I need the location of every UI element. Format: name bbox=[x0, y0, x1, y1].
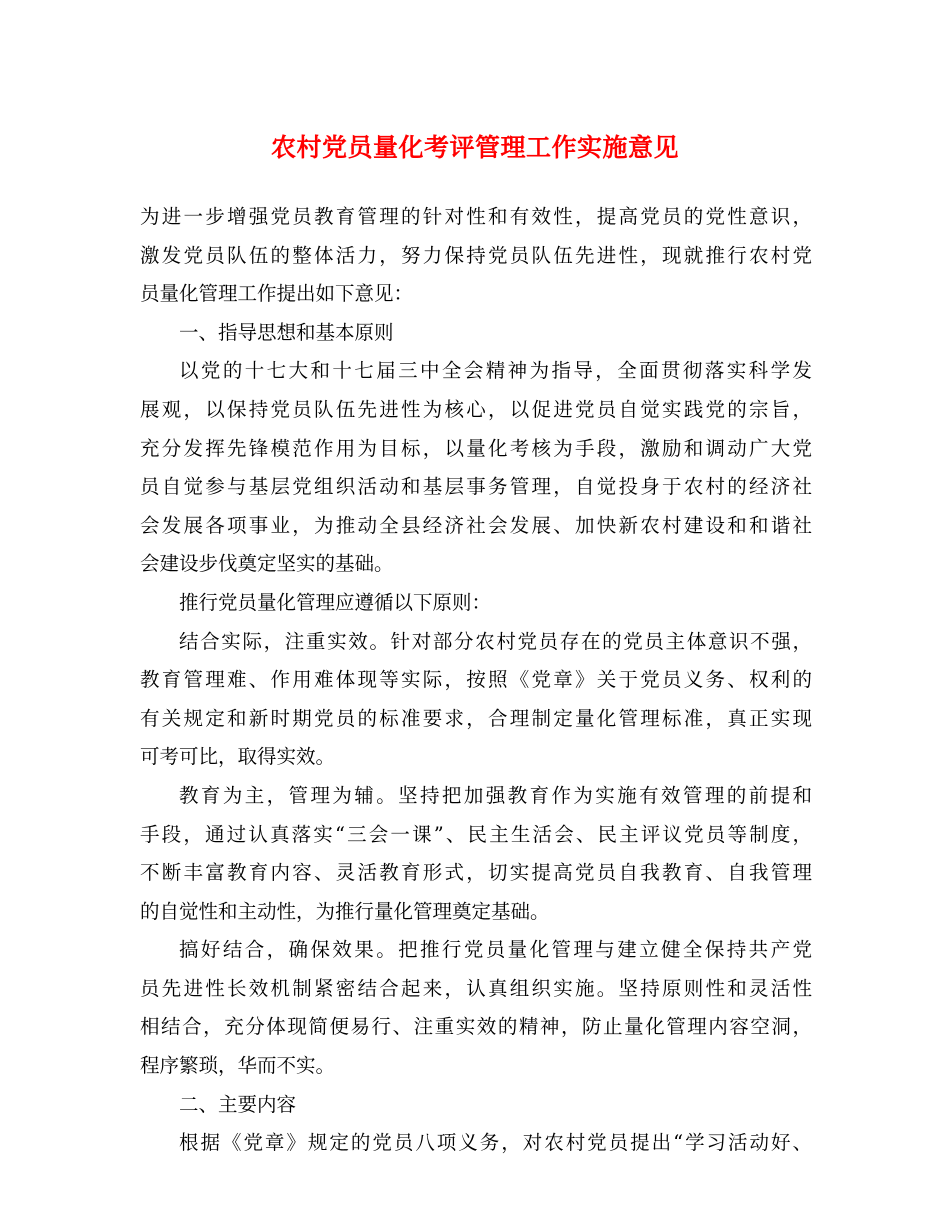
document-body bbox=[140, 198, 812, 1163]
paragraph-line: 员先进性长效机制紧密结合起来，认真组织实施。坚持原则性和灵活性 bbox=[140, 976, 812, 1000]
paragraph-line: 激发党员队伍的整体活力，努力保持党员队伍先进性，现就推行农村党 bbox=[140, 243, 812, 267]
paragraph-line: 以党的十七大和十七届三中全会精神为指导，全面贯彻落实科学发 bbox=[179, 359, 812, 383]
paragraph-line: 充分发挥先锋模范作用为目标，以量化考核为手段，激励和调动广大党 bbox=[140, 436, 812, 460]
paragraph-line: 根据《党章》规定的党员八项义务，对农村党员提出“学习活动好、 bbox=[179, 1131, 812, 1155]
paragraph-line: 教育管理难、作用难体现等实际，按照《党章》关于党员义务、权利的 bbox=[140, 668, 812, 692]
paragraph-line: 员自觉参与基层党组织活动和基层事务管理，自觉投身于农村的经济社 bbox=[140, 475, 812, 499]
paragraph-line: 结合实际，注重实效。针对部分农村党员存在的党员主体意识不强， bbox=[179, 629, 812, 653]
section-heading: 一、指导思想和基本原则 bbox=[179, 320, 394, 344]
paragraph-line: 不断丰富教育内容、灵活教育形式，切实提高党员自我教育、自我管理 bbox=[140, 861, 812, 885]
section-heading: 二、主要内容 bbox=[179, 1092, 297, 1116]
paragraph-line: 相结合，充分体现简便易行、注重实效的精神，防止量化管理内容空洞， bbox=[140, 1015, 812, 1039]
paragraph-line: 的自觉性和主动性，为推行量化管理奠定基础。 bbox=[140, 899, 550, 923]
paragraph-line: 程序繁琐，华而不实。 bbox=[140, 1054, 336, 1078]
paragraph-line: 手段，通过认真落实“三会一课”、民主生活会、民主评议党员等制度， bbox=[140, 822, 812, 846]
paragraph-line: 为进一步增强党员教育管理的针对性和有效性，提高党员的党性意识， bbox=[140, 205, 812, 228]
paragraph-line: 会建设步伐奠定坚实的基础。 bbox=[140, 552, 394, 576]
paragraph-line: 推行党员量化管理应遵循以下原则： bbox=[179, 590, 492, 614]
paragraph-line: 教育为主，管理为辅。坚持把加强教育作为实施有效管理的前提和 bbox=[179, 783, 812, 807]
paragraph-line: 可考可比，取得实效。 bbox=[140, 745, 336, 769]
paragraph-line: 搞好结合，确保效果。把推行党员量化管理与建立健全保持共产党 bbox=[179, 938, 812, 962]
paragraph-line: 有关规定和新时期党员的标准要求，合理制定量化管理标准，真正实现 bbox=[140, 706, 812, 730]
paragraph-line: 展观，以保持党员队伍先进性为核心，以促进党员自觉实践党的宗旨， bbox=[140, 397, 812, 421]
paragraph-line: 员量化管理工作提出如下意见： bbox=[140, 282, 414, 306]
paragraph-line: 会发展各项事业，为推动全县经济社会发展、加快新农村建设和和谐社 bbox=[140, 513, 812, 537]
document-title: 农村党员量化考评管理工作实施意见 bbox=[270, 133, 679, 162]
